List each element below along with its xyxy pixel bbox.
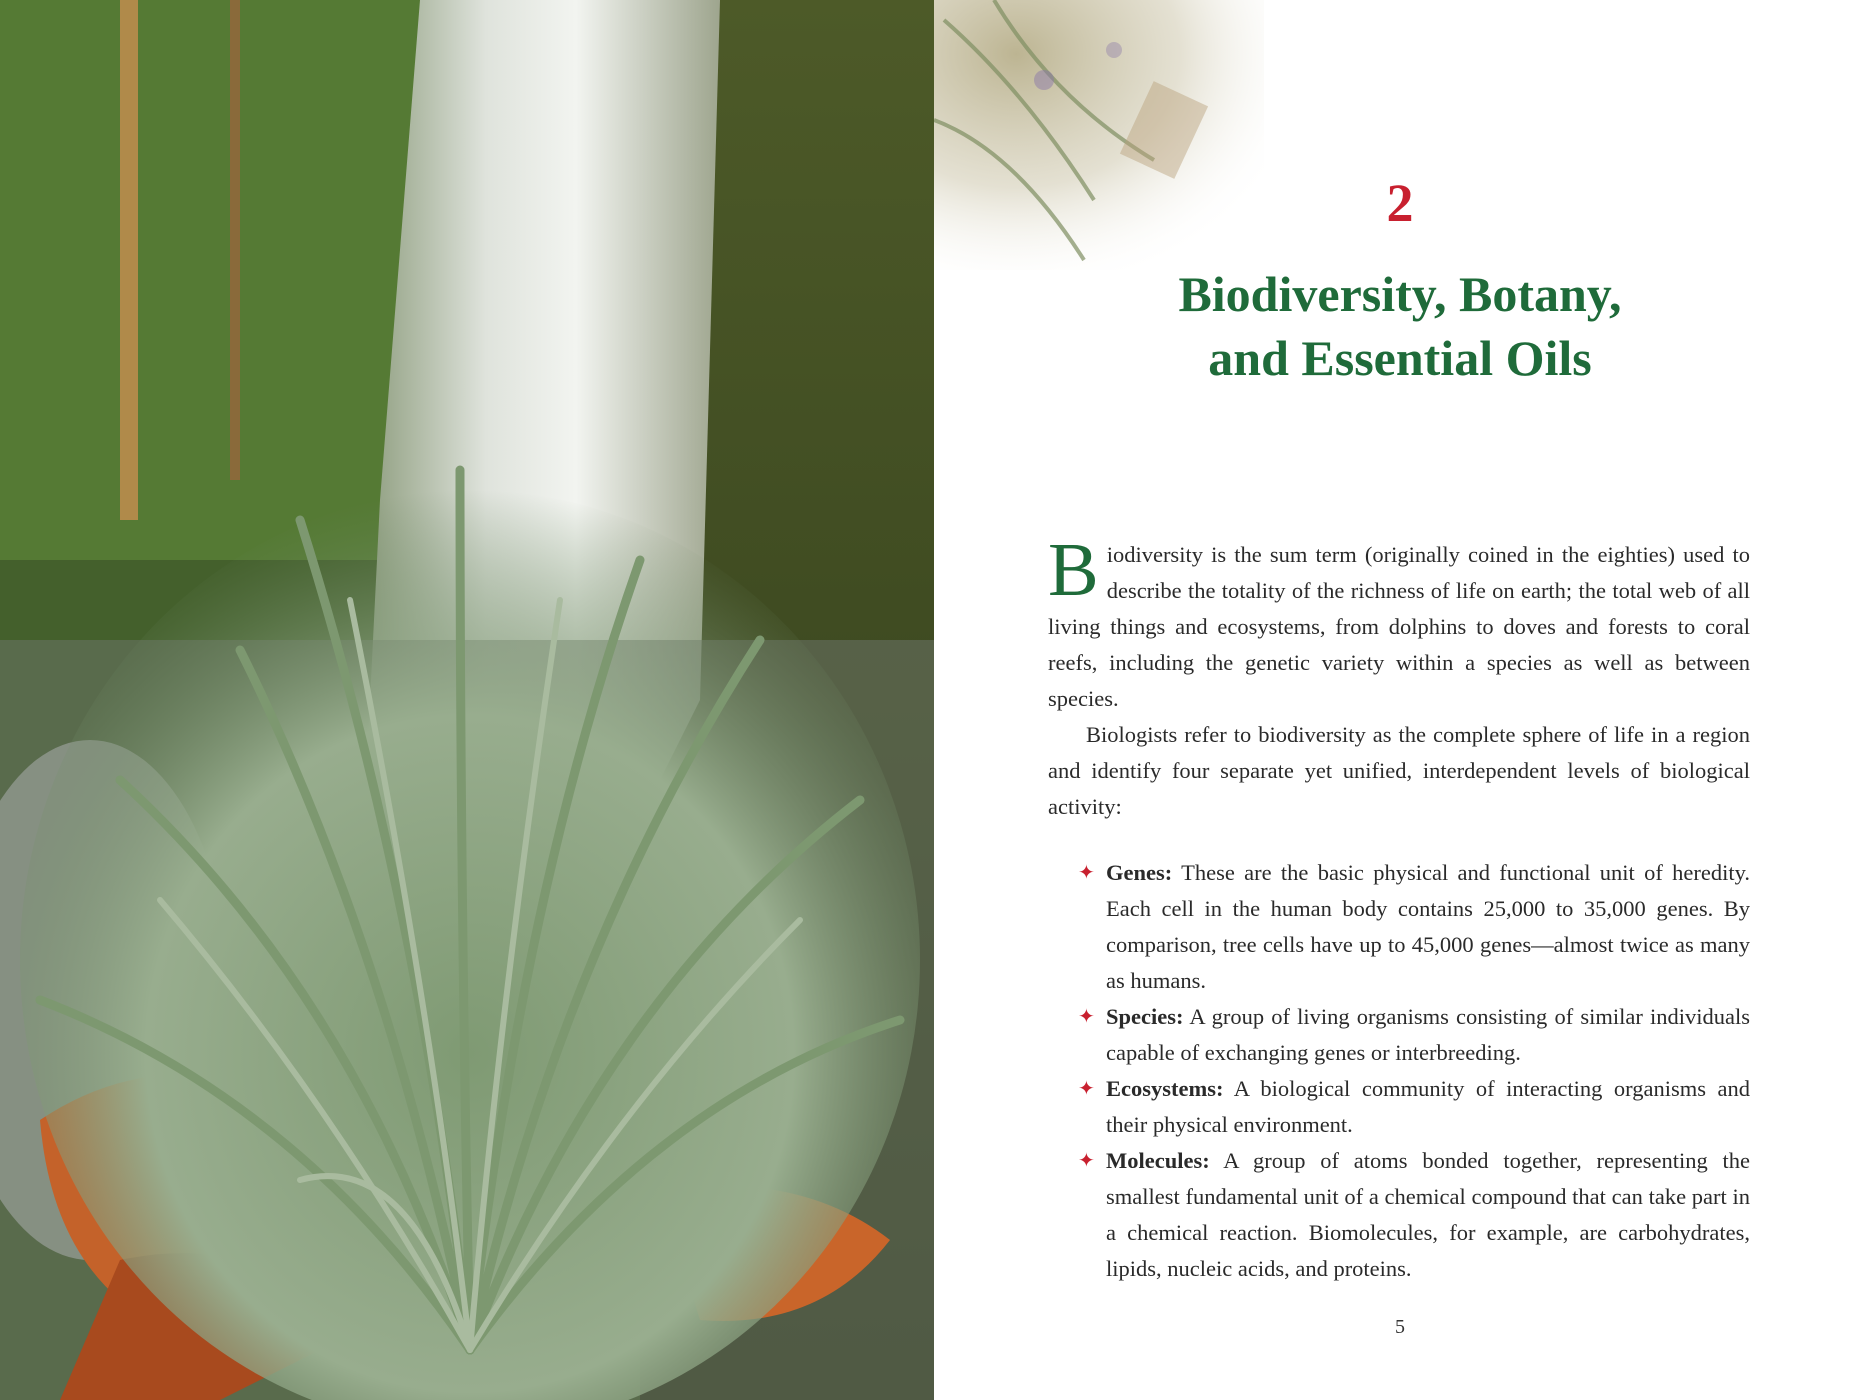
definition-ecosystems: A biological community of interacting organisms and their physical environment. <box>1106 1076 1750 1137</box>
drop-cap: B <box>1048 528 1099 612</box>
list-item-species <box>1078 999 1750 1071</box>
term-genes: Genes: <box>1106 860 1173 885</box>
four-point-star-bullet-icon: ✦ <box>1078 1078 1095 1100</box>
four-point-star-bullet-icon: ✦ <box>1078 1150 1095 1172</box>
definition-genes: These are the basic physical and functional unit of heredity. Each cell in the human body contains 25,000 to 35,000 genes. By comparison, tree cells have up to 45,000 genes—almost twice as many as humans. <box>1106 860 1750 993</box>
levels-list <box>1048 855 1750 1287</box>
right-page <box>934 0 1866 1400</box>
term-ecosystems: Ecosystems: <box>1106 1076 1224 1101</box>
definition-species: A group of living organisms consisting of similar individuals capable of exchanging genes or interbreeding. <box>1106 1004 1750 1065</box>
definition-molecules: A group of atoms bonded together, representing the smallest fundamental unit of a chemical compound that can take part in a chemical reaction. Biomolecules, for example, are carbohydrates, lipids, nucleic acids, and proteins. <box>1106 1148 1750 1281</box>
paragraph-2: Biologists refer to biodiversity as the complete sphere of life in a region and identify four separate yet unified, interdependent levels of biological activity: <box>1048 722 1750 819</box>
list-item-genes <box>1078 855 1750 999</box>
term-species: Species: <box>1106 1004 1184 1029</box>
chapter-number: 2 <box>1386 173 1414 233</box>
paragraph-1-text: iodiversity is the sum term (originally coined in the eighties) used to describe the totality of the richness of life on earth; the total web of all living things and ecosystems, from dolphins to doves and forests to coral reefs, including the genetic variety within a species as well as between species. <box>1048 542 1750 711</box>
list-item-ecosystems <box>1078 1071 1750 1143</box>
chapter-title-line-1: Biodiversity, Botany, <box>1178 266 1622 322</box>
term-molecules: Molecules: <box>1106 1148 1210 1173</box>
body-text <box>1048 528 1750 1287</box>
chapter-title <box>934 262 1866 390</box>
chapter-title-line-2: and Essential Oils <box>1208 330 1592 386</box>
four-point-star-bullet-icon: ✦ <box>1078 1006 1095 1028</box>
four-point-star-bullet-icon: ✦ <box>1078 862 1095 884</box>
list-item-molecules <box>1078 1143 1750 1287</box>
paragraph-1 <box>1048 528 1750 717</box>
page-number: 5 <box>1395 1316 1405 1338</box>
